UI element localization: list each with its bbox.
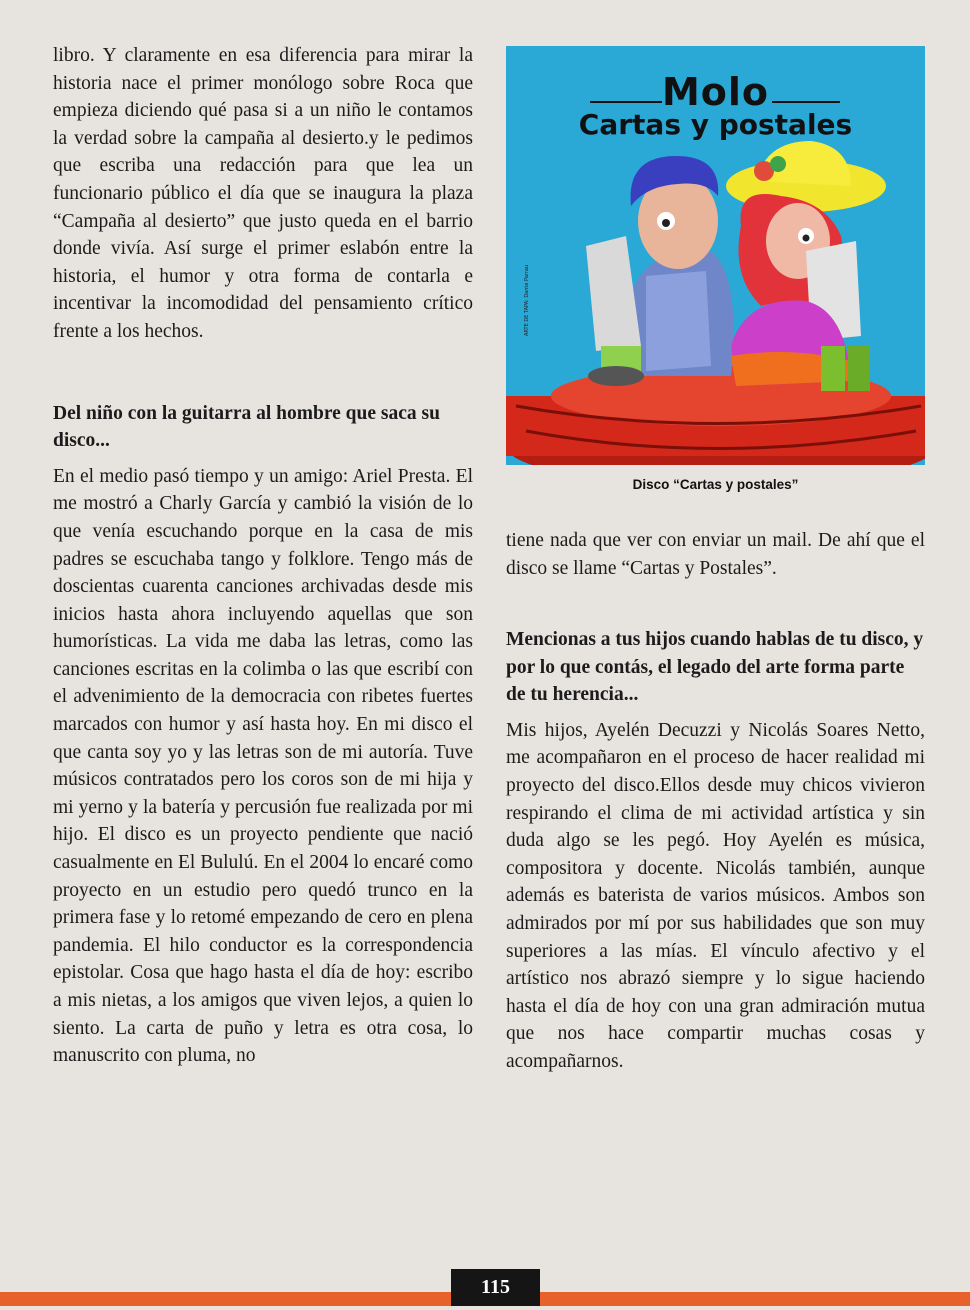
body-paragraph: libro. Y claramente en esa diferencia para mirar la historia nace el primer monólogo sobre Roca que empieza diciendo qué pasa si a un niño le contamos la verdad sobre la campaña al desierto.y le pedimos que escriba una redacción para que lea un funcionario público el día que se inaugura la plaza “Campaña al desierto” que justo queda en el barrio donde vivía. Así surge el primer eslabón entre la historia, el humor y otra forma de contarla e incentivar la incomodidad del pensamiento crítico frente a los hechos. xyxy=(53,45,473,342)
cover-art-credit: ARTE DE TAPA: Dante Parrau xyxy=(524,264,530,336)
left-column xyxy=(53,42,473,1070)
right-column-continuation xyxy=(506,527,925,582)
body-paragraph: Mis hijos, Ayelén Decuzzi y Nicolás Soares Netto, me acompañaron en el proceso de hacer realidad mi proyecto del disco.Ellos desde muy chicos vivieron respirando el clima de mi actividad artística y sin duda algo se les pegó. Hoy Ayelén es música, compositora y docente. Nicolás también, aunque además es baterista de varios músicos. Ambos son admirados por mí por sus habilidades que son muy superiores a las mías. El vínculo afectivo y el artístico nos abrazó siempre y lo sigue haciendo hasta el día de hoy con una gran admiración mutua que nos hace compartir muchas cosas y acompañarnos. xyxy=(506,719,925,1072)
section-heading: Mencionas a tus hijos cuando hablas de tu disco, y por lo que contás, el legado del arte forma parte de tu herencia... xyxy=(506,629,924,706)
body-paragraph: En el medio pasó tiempo y un amigo: Ariel Presta. El me mostró a Charly García y cambió la visión de lo que venía escuchando porque en la casa de mis padres se escuchaba tango y folklore. Tengo más de doscientas cuarenta canciones archivadas desde mis inicios hasta ahora incluyendo aquellas que son humorísticas. La vida me daba las letras, como las canciones escritas en la colimba o las que escribí con el advenimiento de la democracia con ribetes fuertes marcados con humor y así hasta hoy. En mi disco el que canta soy yo y las letras son de mi autoría. Tuve músicos contratados pero los coros son de mi hija y mi yerno y la batería y percusión fue realizada por mi hijo. El disco es un proyecto pendiente que nació casualmente en El Bululú. En el 2004 lo encaré como proyecto en un estudio pero quedó trunco en la primera fase y lo retomé empezando de cero en plena pandemia. El hilo conductor es la correspondencia epistolar. Cosa que hago hasta el día de hoy: escribo a mis nietas, a los amigos que viven lejos, a quien lo siento. La carta de puño y letra es otra cosa, lo manuscrito con pluma, no xyxy=(53,465,473,1067)
album-title: Cartas y postales xyxy=(578,108,853,141)
image-caption: Disco “Cartas y postales” xyxy=(632,477,799,492)
page-number: 115 xyxy=(451,1269,540,1306)
album-artist: Molo xyxy=(661,70,770,114)
album-cover xyxy=(506,46,925,465)
body-paragraph: tiene nada que ver con enviar un mail. De ahí que el disco se llame “Cartas y Postales”. xyxy=(506,530,925,579)
right-column xyxy=(506,626,925,1076)
section-heading: Del niño con la guitarra al hombre que saca su disco... xyxy=(53,402,440,452)
